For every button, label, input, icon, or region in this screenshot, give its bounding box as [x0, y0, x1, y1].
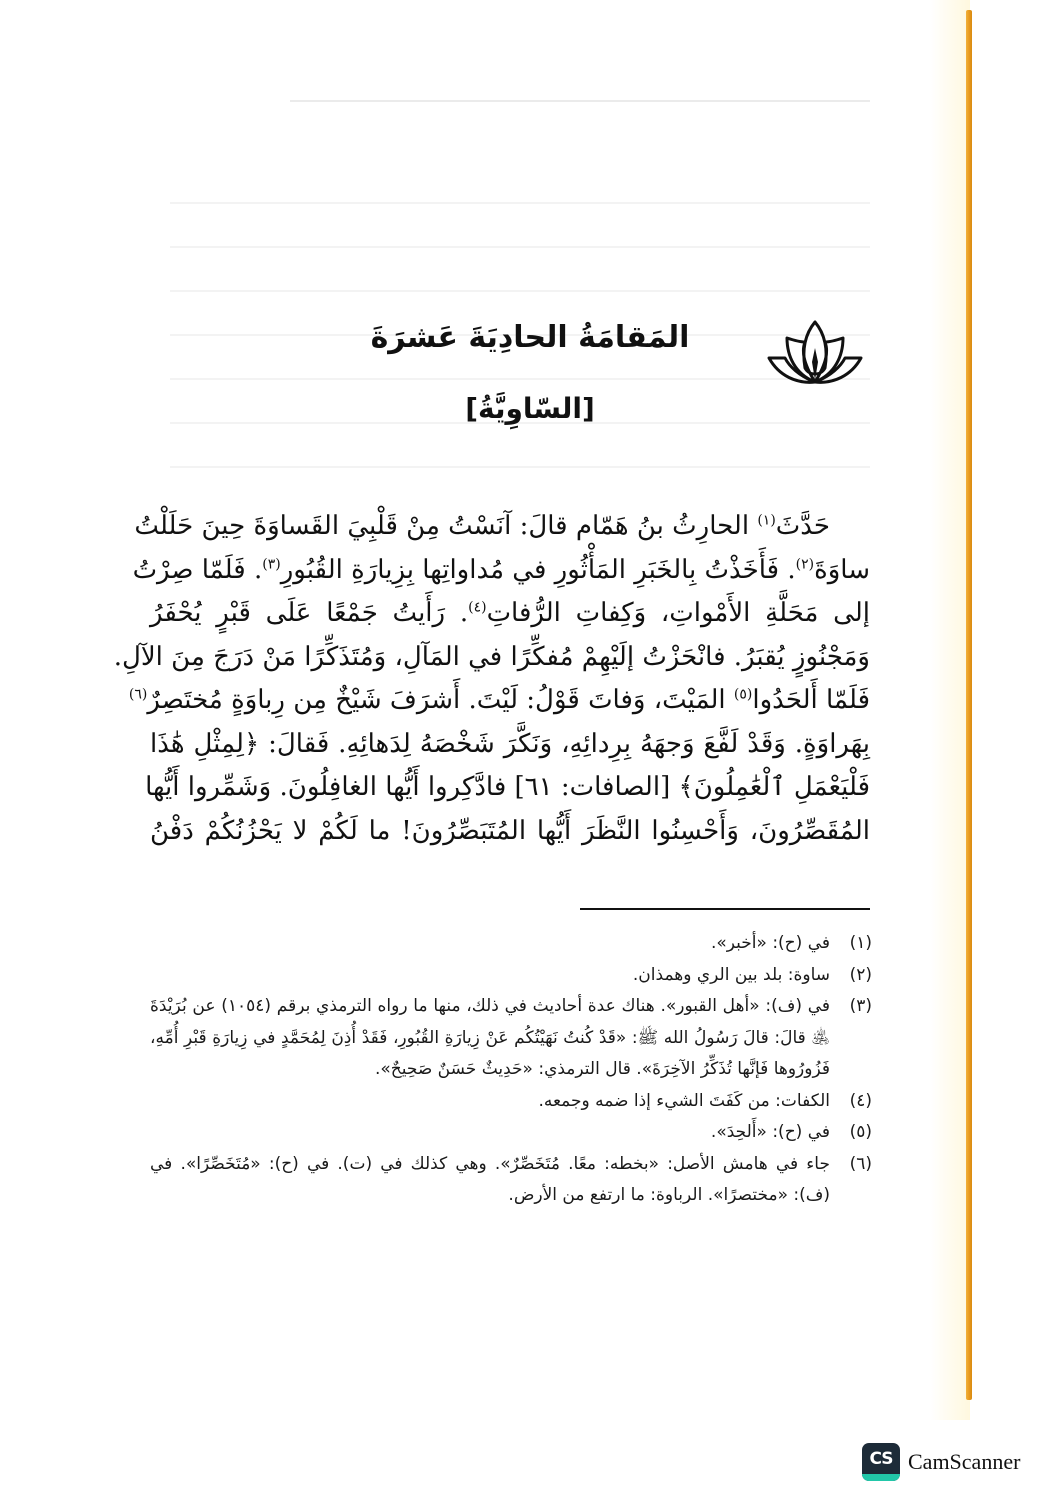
- footnote-number: (٣): [849, 996, 872, 1016]
- bleed-through-rule: [290, 100, 870, 102]
- footnote-number: (١): [849, 933, 872, 953]
- footnote-number: (٥): [849, 1122, 872, 1142]
- lotus-icon: [765, 318, 865, 388]
- footnote-number: (٤): [849, 1090, 872, 1111]
- footnote-divider: [580, 908, 870, 910]
- footnote-ref[interactable]: (١): [757, 512, 776, 529]
- footnote-number: (٢): [849, 964, 872, 985]
- footnote-item: [150, 1117, 872, 1149]
- body-line: بِهَراوَةٍ. وَقَدْ لَفَّعَ وَجهَهُ بِرِدائِهِ، وَنَكَّرَ شَخْصَهُ لِدَهائِهِ. فَقالَ: ﴿لِمِثْلِ هَٰذَا: [150, 728, 870, 759]
- footnote-item: [150, 928, 872, 960]
- body-line: إلى مَحَلَّةِ الأَمْواتِ، وَكِفاتِ الرُّفاتِ$^{(٤)}$. رَأَيتُ جَمْعًا عَلَى قَبْرٍ يُحْفَرُ: [150, 598, 870, 628]
- camscanner-brand: CamScanner: [908, 1449, 1021, 1474]
- body-line: المُقَصِّرُونَ، وَأَحْسِنُوا النَّظَرَ أَيُّها المُتَبَصِّرُونَ! ما لَكُمْ لا يَحْزُنُكُمْ دَفْنُ: [150, 815, 870, 846]
- footnote-text: ساوة: بلد بين الري وهمذان.: [632, 964, 830, 985]
- chapter-subtitle: [السّاوِيَّةُ]: [465, 392, 595, 425]
- footnote-text: في (ح): «أخبر».: [710, 933, 830, 953]
- footnote-ref[interactable]: (٥): [733, 686, 753, 703]
- chapter-title: المَقامَةُ الحادِيَةَ عَشرَةَ: [370, 320, 690, 355]
- footnotes: [150, 928, 872, 1212]
- footnote-ref[interactable]: (٤): [468, 599, 487, 616]
- footnote-text: في (ف): «أهل القبور». هناك عدة أحاديث في ذلك، منها ما رواه الترمذي برقم (١٠٥٤) عن بُرَيْدَةَ ﵁ قالَ: قالَ رَسُولُ الله ﷺ: «قَدْ كُنتُ نَهَيْتُكُم عَنْ زِيارَةِ القُبُورِ، فَقَدْ أُذِنَ لِمُحَمَّدٍ في زِيارَةِ قَبْرِ أُمِّهِ، فَزُورُوها فَإنَّها تُذَكِّرُ الآخِرَةَ». قال الترمذي: «حَدِيثٌ حَسَنٌ صَحِيحٌ».: [150, 996, 830, 1079]
- body-line: فَلَمّا أَلحَدُوا$^{(٥)}$ المَيْتَ، وَفاتَ قَوْلُ: لَيْتَ. أَشرَفَ شَيْخٌ مِن رِباوَةٍ مُختَصِرٌ$^{(٦)}$: [128, 685, 870, 715]
- footnote-item: [150, 1149, 872, 1212]
- footnote-text: في (ح): «أَلحِدَ».: [710, 1122, 830, 1142]
- footnote-text: جاء في هامش الأصل: «بخطه: معًا. مُتَخَصِّرٌ». وهي كذلك في (ت). في (ح): «مُتَخَصِّرًا». في (ف): «مختصرًا». الرباوة: ما ارتفع من الأرض.: [150, 1153, 830, 1205]
- footnote-text: الكفات: من كَفَتَ الشيء إذا ضمه وجمعه.: [538, 1090, 830, 1111]
- book-page-edge: [966, 10, 972, 1400]
- body-line: وَمَجْنُوزٍ يُقبَرُ. فانْحَزْتُ إلَيْهِمْ مُفكِّرًا في المَآلِ، وَمُتَذَكِّرًا مَنْ دَرَجَ مِنَ الآلِ.: [113, 641, 870, 672]
- body-paragraph: [113, 505, 870, 853]
- body-line: فَلْيَعْمَلِ ٱلْعَٰمِلُونَ﴾ [الصافات: ٦١] فادَّكِروا أَيُّها الغافِلُونَ. وَشَمِّروا أَيُّها: [145, 772, 870, 802]
- footnote-item: [150, 991, 872, 1086]
- footnote-ref[interactable]: (٢): [795, 555, 815, 572]
- footnote-number: (٦): [849, 1153, 872, 1174]
- body-line: حَدَّثَ$^{(١)}$ الحارِثُ بنُ هَمّام قالَ: آنَسْتُ مِنْ قَلْبِيَ القَساوَةَ حِينَ حَلَلْتُ: [134, 511, 830, 541]
- footnote-ref[interactable]: (٣): [262, 555, 281, 572]
- body-line: ساوَةَ$^{(٢)}$. فَأَخَذْتُ بِالخَبَرِ المَأْثُورِ في مُداواتِها بِزِيارَةِ القُبُورِ$^{(٣)}$. فَلَمّا صِرْتُ: [132, 554, 870, 585]
- footnote-item: [150, 1086, 872, 1118]
- camscanner-logo-icon: CS: [862, 1443, 900, 1481]
- footnote-ref[interactable]: (٦): [128, 686, 148, 703]
- camscanner-watermark: [862, 1442, 1020, 1482]
- footnote-item: [150, 960, 872, 992]
- page-edge-glow: [930, 0, 970, 1420]
